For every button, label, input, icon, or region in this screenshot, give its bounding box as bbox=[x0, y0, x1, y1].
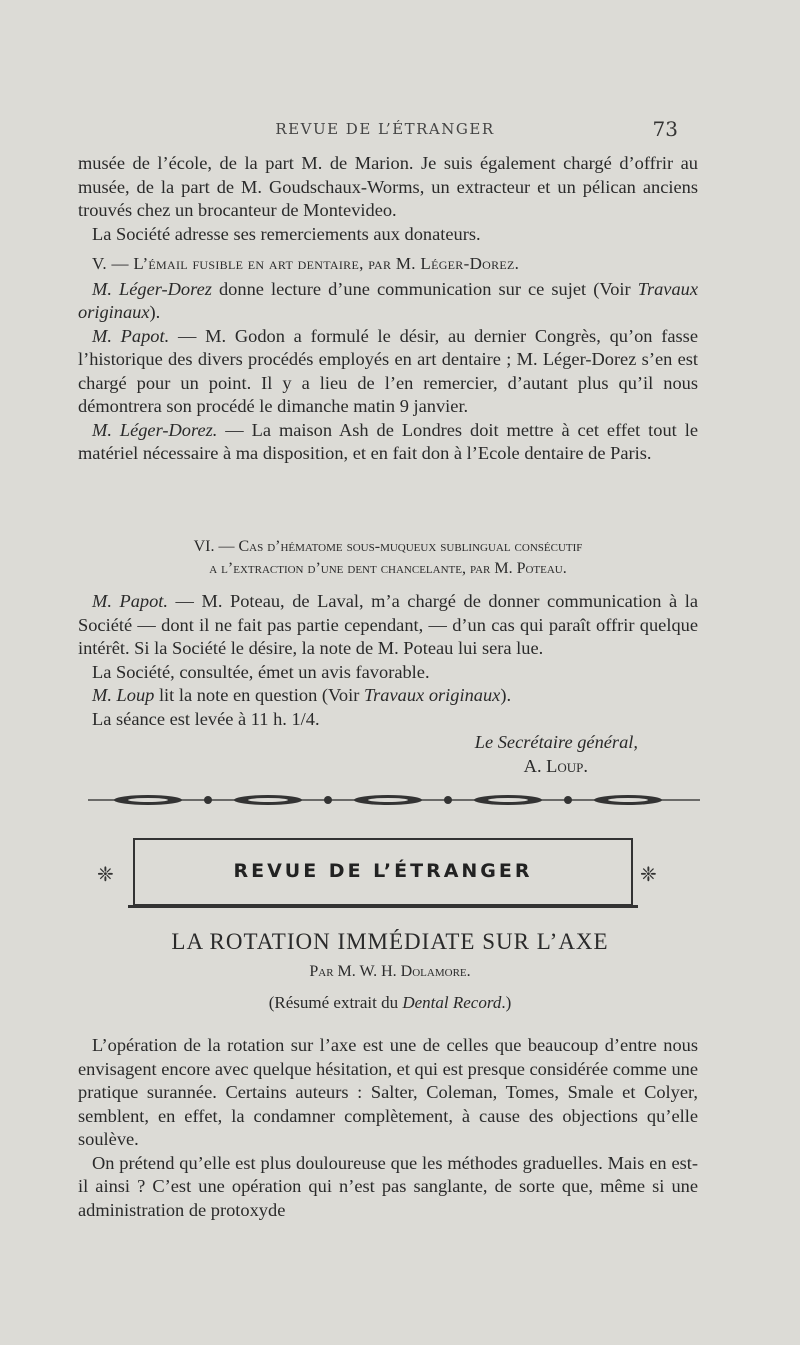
ornamental-rule bbox=[88, 789, 700, 811]
signature-name: A. Loup. bbox=[523, 755, 588, 776]
minutes-text-1 bbox=[78, 152, 698, 466]
paragraph bbox=[78, 278, 698, 325]
article-body bbox=[78, 1034, 698, 1222]
paragraph bbox=[78, 325, 698, 419]
speaker-name: M. Léger-Dorez bbox=[92, 278, 212, 299]
paragraph-text: donne lecture d’une communication sur ce sujet (Voir bbox=[211, 278, 638, 299]
paragraph bbox=[78, 684, 698, 708]
paragraph-text: — M. Poteau, de Laval, m’a chargé de donner communication à la Société — dont il ne fait pas partie cependant, — d’un cas qui paraît offrir quelque intérêt. Si la Société le désire, la note de M. Poteau lui sera lue. bbox=[78, 591, 698, 658]
signature-title-text: Le Secrétaire général, bbox=[474, 732, 638, 752]
section-heading-v: V. — L’émail fusible en art dentaire, par M. Léger-Dorez. bbox=[92, 254, 520, 273]
page-number: 73 bbox=[652, 117, 678, 141]
paragraph: La Société adresse ses remerciements aux donateurs. bbox=[92, 223, 481, 244]
paragraph-text: lit la note en question (Voir bbox=[154, 685, 364, 705]
section-heading-vi-line1: VI. — Cas d’hématome sous-muqueux sublingual consécutif bbox=[193, 538, 583, 555]
paragraph: La Société, consultée, émet un avis favorable. bbox=[92, 661, 430, 682]
speaker-name: M. Papot. bbox=[92, 591, 168, 611]
paragraph bbox=[78, 590, 698, 661]
speaker-name: M. Loup bbox=[92, 685, 155, 705]
paragraph-text: ). bbox=[149, 302, 161, 322]
article-byline: Par M. W. H. Dolamore. bbox=[309, 963, 471, 980]
source-note-text: (Résumé extrait du bbox=[268, 993, 403, 1012]
paragraph bbox=[78, 419, 698, 466]
article-title: LA ROTATION IMMÉDIATE SUR L’AXE bbox=[171, 929, 609, 954]
cross-reference: Travaux originaux bbox=[78, 278, 699, 322]
paragraph: La séance est levée à 11 h. 1/4. bbox=[92, 708, 320, 729]
cross-reference: Travaux originaux bbox=[363, 685, 501, 705]
fleuron-right-icon: ❈ bbox=[640, 862, 657, 886]
paragraph: musée de l’école, de la part M. de Marion. Je suis également chargé d’offrir au musée, de la part de M. Goudschaux-Worms, un extracteur et un pélican anciens trouvés chez un brocanteur de Montevideo. bbox=[78, 153, 698, 220]
signature-title bbox=[78, 731, 698, 755]
fleuron-left-icon: ❈ bbox=[97, 862, 114, 886]
speaker-name: M. Papot. bbox=[92, 325, 170, 346]
speaker-name: M. Léger-Dorez. bbox=[92, 419, 218, 440]
paragraph-text: ). bbox=[500, 685, 512, 705]
banner-title: REVUE DE L’ÉTRANGER bbox=[233, 860, 533, 882]
paragraph-text: — La maison Ash de Londres doit mettre à cet effet tout le matériel nécessaire à ma disposition, et en fait don à l’Ecole dentaire de Paris. bbox=[78, 419, 698, 463]
running-title: REVUE DE L’ÉTRANGER bbox=[275, 120, 495, 138]
paragraph-text: — M. Godon a formulé le désir, au dernier Congrès, qu’on fasse l’historique des divers procédés employés en art dentaire ; M. Léger-Dorez s’en est chargé pour un point. Il y a lieu de l’en remercier, d’autant plus qu’il nous démontrera son procédé le dimanche matin 9 janvier. bbox=[78, 325, 698, 416]
article-source-note bbox=[80, 993, 700, 1013]
section-heading-vi-line2: a l’extraction d’une dent chancelante, par M. Poteau. bbox=[209, 560, 567, 577]
running-head bbox=[80, 117, 690, 141]
minutes-text-2 bbox=[78, 536, 698, 778]
source-journal: Dental Record bbox=[402, 993, 502, 1012]
paragraph: L’opération de la rotation sur l’axe est une de celles que beaucoup d’entre nous envisagent encore avec quelque hésitation, et qui est presque considérée comme une pratique surannée. Certains auteurs : Salter, Coleman, Tomes, Smale et Colyer, semblent, en effet, la condamner complètement, à cause des objections qu’elle soulève. bbox=[78, 1035, 698, 1149]
source-note-text: .) bbox=[501, 993, 512, 1012]
paragraph: On prétend qu’elle est plus douloureuse que les méthodes graduelles. Mais en est-il ainsi ? C’est une opération qui n’est pas sanglante, de sorte que, même si une administration de protoxyde bbox=[78, 1152, 698, 1220]
